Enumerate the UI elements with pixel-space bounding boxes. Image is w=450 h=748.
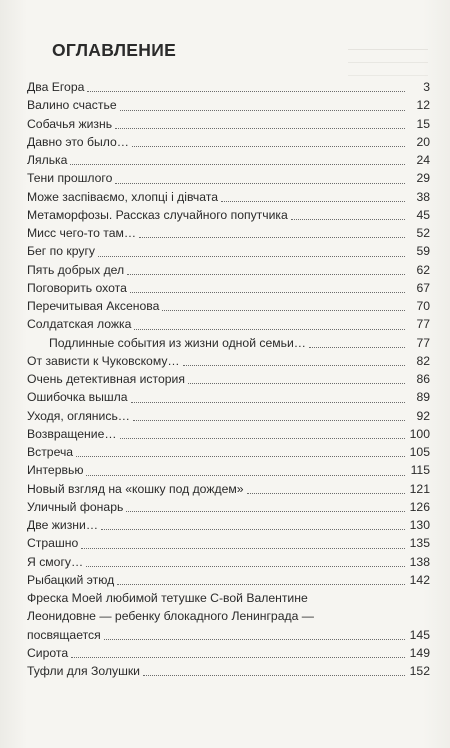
dot-leader xyxy=(117,584,405,585)
toc-entry-page: 70 xyxy=(416,299,430,313)
toc-entry-title: Тени прошлого xyxy=(27,171,113,186)
dot-leader xyxy=(81,548,405,549)
dedication-line: Фреска Моей любимой тетушке С-вой Валентине xyxy=(27,591,308,605)
toc-entry-title: Туфли для Золушки xyxy=(27,664,140,678)
toc-entry xyxy=(27,662,430,680)
toc-entry-page: 77 xyxy=(416,335,430,350)
toc-entry-page: 15 xyxy=(416,116,430,131)
dot-leader xyxy=(98,256,405,257)
dot-leader xyxy=(127,274,405,275)
dot-leader xyxy=(70,164,405,165)
dot-leader xyxy=(183,365,405,366)
toc-entry-page: 29 xyxy=(416,171,430,186)
toc-entry xyxy=(27,516,430,534)
toc-entry-title: Очень детективная история xyxy=(27,372,185,386)
toc-entry-page: 82 xyxy=(416,353,430,368)
toc-entry xyxy=(27,425,430,443)
dot-leader xyxy=(76,456,405,457)
toc-entry-page: 105 xyxy=(409,445,430,459)
toc-entry xyxy=(27,571,430,589)
dot-leader xyxy=(130,292,405,293)
toc-entry xyxy=(27,407,430,425)
toc-entry-page: 92 xyxy=(416,408,430,423)
toc-entry-title: Бег по кругу xyxy=(27,244,95,259)
toc-entry-page: 138 xyxy=(409,554,430,569)
toc-entry xyxy=(27,206,430,224)
dot-leader xyxy=(131,402,405,403)
toc-entry-title: Лялька xyxy=(27,153,68,167)
dot-leader xyxy=(309,347,405,348)
toc-entry-page: 121 xyxy=(409,481,430,496)
toc-entry xyxy=(27,370,430,388)
toc-entry xyxy=(27,297,430,315)
toc-entry xyxy=(27,315,430,333)
toc-entry xyxy=(27,151,430,169)
toc-entry xyxy=(27,115,430,133)
table-of-contents xyxy=(27,78,430,680)
toc-entry-title: Перечитывая Аксенова xyxy=(27,299,160,313)
toc-entry-page: 142 xyxy=(409,572,430,587)
toc-entry-page: 100 xyxy=(409,426,430,441)
toc-entry-title: От зависти к Чуковскому… xyxy=(27,353,180,368)
dot-leader xyxy=(133,420,405,421)
dot-leader xyxy=(71,657,405,658)
toc-entry-page: 59 xyxy=(416,244,430,259)
toc-entry xyxy=(27,78,430,96)
toc-entry-title: Давно это было… xyxy=(27,134,129,149)
toc-entry xyxy=(27,188,430,206)
toc-entry-page: 130 xyxy=(409,518,430,532)
dedication-line: Леонидовне — ребенку блокадного Ленинграда — xyxy=(27,609,314,624)
dot-leader xyxy=(247,493,405,494)
toc-entry xyxy=(27,224,430,242)
toc-entry xyxy=(27,534,430,552)
dot-leader xyxy=(87,91,405,92)
toc-entry-title: Я смогу… xyxy=(27,554,84,569)
toc-entry-page: 20 xyxy=(416,134,430,149)
dot-leader xyxy=(143,675,405,676)
toc-entry-title: Новый взгляд на «кошку под дождем» xyxy=(27,481,244,496)
toc-entry xyxy=(27,334,430,352)
toc-entry-title: Поговорить охота xyxy=(27,280,127,295)
toc-entry xyxy=(27,480,430,498)
toc-entry-page: 45 xyxy=(416,207,430,222)
toc-entry-page: 115 xyxy=(410,463,430,478)
toc-entry xyxy=(27,133,430,151)
toc-entry xyxy=(27,443,430,461)
dot-leader xyxy=(120,110,405,111)
toc-entry-page: 86 xyxy=(416,372,430,386)
dot-leader xyxy=(115,128,405,129)
toc-entry-title: Подлинные события из жизни одной семьи… xyxy=(49,335,306,350)
toc-entry-title: Мисс чего-то там… xyxy=(27,226,137,240)
dot-leader xyxy=(162,310,405,311)
dot-leader xyxy=(132,146,405,147)
toc-entry-page: 126 xyxy=(409,499,430,514)
toc-entry xyxy=(27,279,430,297)
toc-entry-page: 89 xyxy=(416,390,430,405)
toc-entry-title: Уходя, оглянись… xyxy=(27,408,130,423)
toc-entry xyxy=(27,461,430,479)
toc-entry-page: 145 xyxy=(409,627,430,642)
dot-leader xyxy=(86,566,405,567)
toc-entry-page: 12 xyxy=(416,98,430,113)
toc-entry-page: 24 xyxy=(416,153,430,167)
toc-entry-title: Сирота xyxy=(27,645,69,660)
toc-entry xyxy=(27,96,430,114)
dot-leader xyxy=(291,219,405,220)
toc-entry-page: 38 xyxy=(416,189,430,204)
toc-entry-title: Рыбацкий этюд xyxy=(27,572,115,587)
toc-entry-title: Собачья жизнь xyxy=(27,116,113,131)
toc-entry xyxy=(27,498,430,516)
dot-leader xyxy=(134,329,405,330)
dot-leader xyxy=(104,639,405,640)
dedication-last-line xyxy=(27,626,430,644)
toc-entry-title: Два Егора xyxy=(27,80,85,94)
toc-entry-page: 62 xyxy=(416,262,430,277)
page-title: ОГЛАВЛЕНИЕ xyxy=(52,40,177,60)
bleed-through-text xyxy=(348,40,428,76)
toc-entry xyxy=(27,242,430,260)
dot-leader xyxy=(115,183,405,184)
toc-entry xyxy=(27,169,430,187)
toc-entry-title: Може заспiваємо, хлопцi i дiвчата xyxy=(27,189,218,204)
toc-entry-title: Валино счастье xyxy=(27,98,117,113)
toc-entry-title: Пять добрых дел xyxy=(27,262,125,277)
toc-entry-title: Солдатская ложка xyxy=(27,317,132,332)
dot-leader xyxy=(188,383,405,384)
toc-entry-title: Интервью xyxy=(27,463,84,478)
dot-leader xyxy=(126,511,405,512)
toc-entry xyxy=(27,261,430,279)
toc-entry xyxy=(27,553,430,571)
dot-leader xyxy=(101,529,405,530)
toc-entry-dedication xyxy=(27,589,430,644)
toc-entry-title: Две жизни… xyxy=(27,518,99,532)
toc-entry xyxy=(27,388,430,406)
toc-entry-title: Уличный фонарь xyxy=(27,499,124,514)
toc-entry-title: Метаморфозы. Рассказ случайного попутчика xyxy=(27,207,288,222)
toc-entry-page: 152 xyxy=(409,664,430,678)
toc-entry-page: 149 xyxy=(409,645,430,660)
toc-entry-title: Встреча xyxy=(27,445,74,459)
dot-leader xyxy=(221,201,405,202)
dedication-line: посвящается xyxy=(27,627,101,642)
dot-leader xyxy=(139,237,405,238)
toc-entry-title: Страшно xyxy=(27,536,79,551)
toc-entry-page: 67 xyxy=(416,280,430,295)
toc-entry xyxy=(27,352,430,370)
toc-entry xyxy=(27,644,430,662)
toc-entry-page: 77 xyxy=(416,317,430,332)
toc-entry-page: 3 xyxy=(423,80,430,94)
toc-entry-title: Ошибочка вышла xyxy=(27,390,128,405)
toc-entry-page: 52 xyxy=(416,226,430,240)
dot-leader xyxy=(120,438,405,439)
toc-entry-title: Возвращение… xyxy=(27,426,117,441)
toc-entry-page: 135 xyxy=(409,536,430,551)
dot-leader xyxy=(86,475,405,476)
